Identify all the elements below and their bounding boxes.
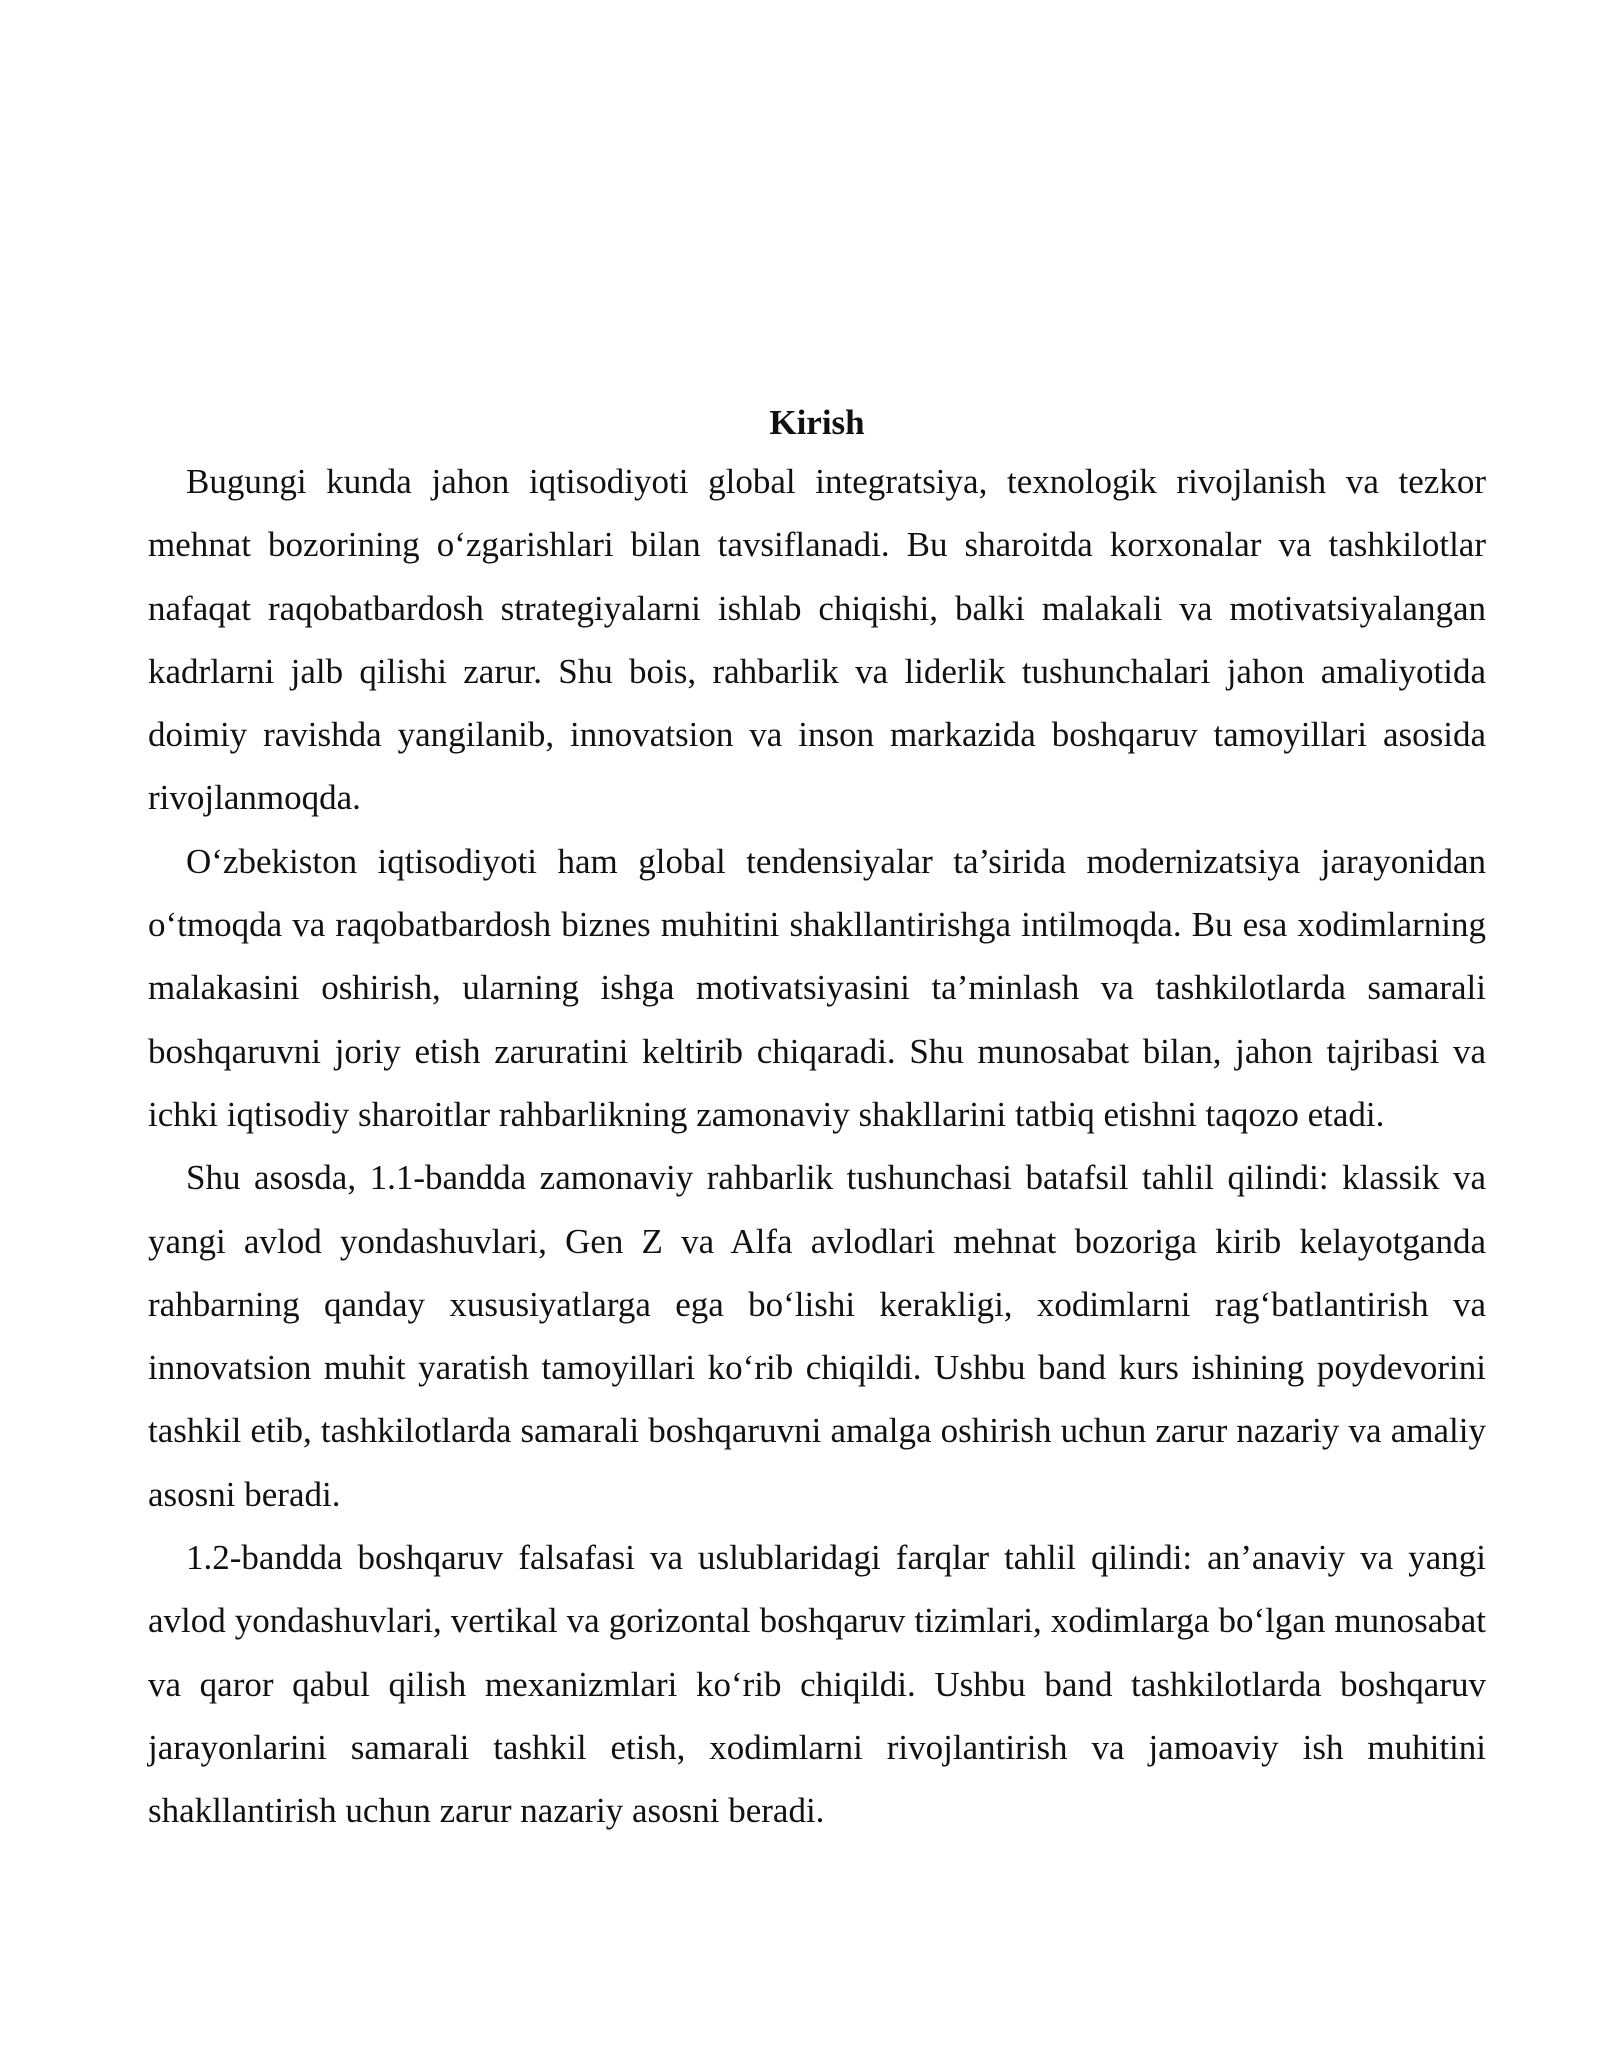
paragraph-intro: Bugungi kunda jahon iqtisodiyoti global integratsiya, texnologik rivojlanish va tezkor mehnat bozorining o‘zgarishlari bilan tavsiflanadi. Bu sharoitda korxonalar va tashkilotlar nafaqat raqobatbardosh strategiyalarni ishlab chiqishi, balki malakali va motivatsiyalangan kadrlarni jalb qilishi zarur. Shu bois, rahbarlik va liderlik tushunchalari jahon amaliyotida doimiy ravishda yangilanib, innovatsion va inson markazida boshqaruv tamoyillari asosida rivojlanmoqda. [148,462,1486,818]
paragraph-uzbekistan: O‘zbekiston iqtisodiyoti ham global tendensiyalar ta’sirida modernizatsiya jarayonidan o‘tmoqda va raqobatbardosh biznes muhitini shakllantirishga intilmoqda. Bu esa xodimlarning malakasini oshirish, ularning ishga motivatsiyasini ta’minlash va tashkilotlarda samarali boshqaruvni joriy etish zaruratini keltirib chiqaradi. Shu munosabat bilan, jahon tajribasi va ichki iqtisodiy sharoitlar rahbarlikning zamonaviy shakllarini tatbiq etishni taqozo etadi. [148,841,1486,1134]
section-title: Kirish [769,403,865,442]
paragraph-section-1-2: 1.2-bandda boshqaruv falsafasi va uslublaridagi farqlar tahlil qilindi: an’anaviy va yangi avlod yondashuvlari, vertikal va gorizontal boshqaruv tizimlari, xodimlarga bo‘lgan munosabat va qaror qabul qilish mexanizmlari ko‘rib chiqildi. Ushbu band tashkilotlarda boshqaruv jarayonlarini samarali tashkil etish, xodimlarni rivojlantirish va jamoaviy ish muhitini shakllantirish uchun zarur nazariy asosni beradi. [148,1538,1486,1831]
paragraph-section-1-1: Shu asosda, 1.1-bandda zamonaviy rahbarlik tushunchasi batafsil tahlil qilindi: klassik va yangi avlod yondashuvlari, Gen Z va Alfa avlodlari mehnat bozoriga kirib kelayotganda rahbarning qanday xususiyatlarga ega bo‘lishi kerakligi, xodimlarni rag‘batlantirish va innovatsion muhit yaratish tamoyillari ko‘rib chiqildi. Ushbu band kurs ishining poydevorini tashkil etib, tashkilotlarda samarali boshqaruvni amalga oshirish uchun zarur nazariy va amaliy asosni beradi. [148,1158,1486,1514]
document-body [148,396,1486,1843]
